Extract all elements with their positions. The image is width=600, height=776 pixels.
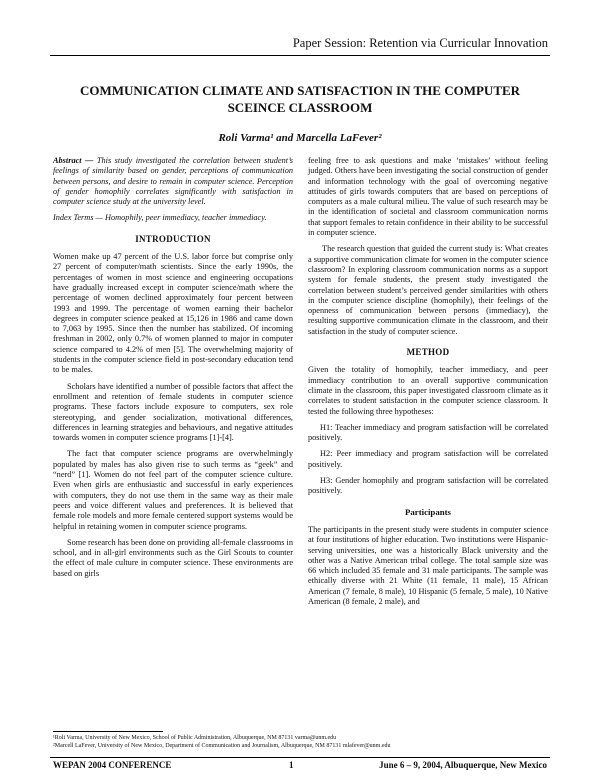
abstract-text: This study investigated the correlation between student’s feelings of similarity based on gender, perceptions of communication between persons, and desire to remain in computer science. Perception of gender homophily correlates significantly with satisfaction in computer science study at the university level. xyxy=(53,156,294,207)
research-question-paragraph: The research question that guided the current study is: What creates a supportive communication climate for women in the computer science classroom? In exploring classroom communication norms as a support system for female students, the present study investigated the correlation between student’s perceived gender similarities with others in the computer science discipline (homophily), their feelings of the openness of communication between persons (immediacy), the resulting supportive communication climate in the classroom, and their satisfaction in the study of computer science. xyxy=(308,244,548,336)
method-paragraph: Given the totality of homophily, teacher immediacy, and peer immediacy contribution to an overall supportive communication climate in the classroom, this paper investigated classroom climate as it correlates to student satisfaction in the computer science classroom. It tested the following three hypotheses: xyxy=(308,365,548,416)
introduction-heading: INTRODUCTION xyxy=(135,233,211,244)
page-number: 1 xyxy=(289,760,294,770)
footnote-2: ²Marcell LaFever, University of New Mexico, Department of Communication and Journalism, Albuquerque, NM 87131 mlafever@unm.edu xyxy=(53,743,391,749)
participants-paragraph: The participants in the present study were students in computer science at four institutions of higher education. Two institutions were Hispanic-serving universities, one was a historically Black university and the other was a Native American tribal college. The total sample size was 66 which included 35 female and 31 male participants. The sample was ethically diverse with 21 White (11 female, 11 male), 15 African American (7 female, 8 male), 10 Hispanic (5 female, 5 male), 10 Native American (8 female, 2 male), and xyxy=(308,524,548,606)
participants-heading: Participants xyxy=(405,506,451,517)
footer-conference: WEPAN 2004 CONFERENCE xyxy=(53,760,172,770)
right-column xyxy=(308,156,548,613)
footer-date-location: June 6 – 9, 2004, Albuquerque, New Mexico xyxy=(379,760,547,770)
index-terms: Index Terms — Homophily, peer immediacy, teacher immediacy. xyxy=(53,213,267,223)
intro-paragraph: Scholars have identified a number of possible factors that affect the enrollment and retention of female students in computer science programs. These factors include exposure to computers, sex role stereotyping, and gender socialization, motivational differences, differences in learning strategies and behaviours, and negative attitudes towards women in computer science programs [1]-[4]. xyxy=(53,381,293,443)
footer-rule xyxy=(50,757,550,758)
hypothesis-3: H3: Gender homophily and program satisfaction will be correlated positively. xyxy=(308,476,548,496)
footnotes xyxy=(53,734,553,750)
abstract-label: Abstract — xyxy=(53,156,94,165)
session-header: Paper Session: Retention via Curricular Innovation xyxy=(292,36,548,50)
intro-paragraph: Some research has been done on providing all-female classrooms in school, and in all-girl environments such as the Girl Scouts to counter the effect of male culture in computer science. These environments are based on girls xyxy=(53,537,293,578)
hypothesis-1: H1: Teacher immediacy and program satisfaction will be correlated positively. xyxy=(308,422,548,443)
method-heading: METHOD xyxy=(406,347,450,358)
title-line-1: COMMUNICATION CLIMATE AND SATISFACTION IN THE COMPUTER xyxy=(79,83,521,98)
footnote-rule xyxy=(53,731,163,732)
body-paragraph: feeling free to ask questions and make ‘mistakes’ without feeling judged. Others have been investigating the social construction of gender and information technology with the goal of overcoming negative attitudes of girls towards computers that are based on perceptions of computers as a male cultural milieu. The value of such research may be in the identification of societal and classroom communication norms that support females to retain confidence in their ability to be successful in computer science. xyxy=(308,156,548,238)
intro-paragraph: Women make up 47 percent of the U.S. labor force but comprise only 27 percent of computer/math scientists. Since the early 1990s, the percentages of women in most science and engineering occupations have gradually increased except in computer science/math where the percentage of women declined approximately four percent between 1993 and 1999. The percentage of women earning their bachelor degrees in computer science peaked at 15,126 in 1986 and came down to 7,063 by 1995. Since then the number has stabilized. Of incoming freshman in 2002, only 0.7% of women planned to major in computer science compared to 4.2% of men [5]. The overwhelming majority of students in the computer science field in post-secondary education tend to be males. xyxy=(53,252,293,375)
left-column xyxy=(53,156,293,585)
abstract xyxy=(53,156,293,207)
authors: Roli Varma¹ and Marcella LaFever² xyxy=(218,132,382,144)
title-line-2: SCEINCE CLASSROOM xyxy=(227,100,373,115)
hypothesis-2: H2: Peer immediacy and program satisfaction will be correlated positively. xyxy=(308,449,548,469)
paper-title xyxy=(60,82,540,116)
footnote-1: ¹Roli Varma, University of New Mexico, School of Public Administration, Albuquerque, NM 87131 varma@unm.edu xyxy=(53,735,337,741)
intro-paragraph: The fact that computer science programs are overwhelmingly populated by males has also given rise to such terms as “geek” and “nerd” [1]. Women do not feel part of the computer science culture. Even when girls are enthusiastic and successful in early experiences with computers, they do not use them in the same way as their male peers and voice different values and preferences. It is believed that female role models and more female centered support systems would be helpful in retaining women in computer science programs. xyxy=(53,449,293,531)
header-rule xyxy=(50,55,550,56)
